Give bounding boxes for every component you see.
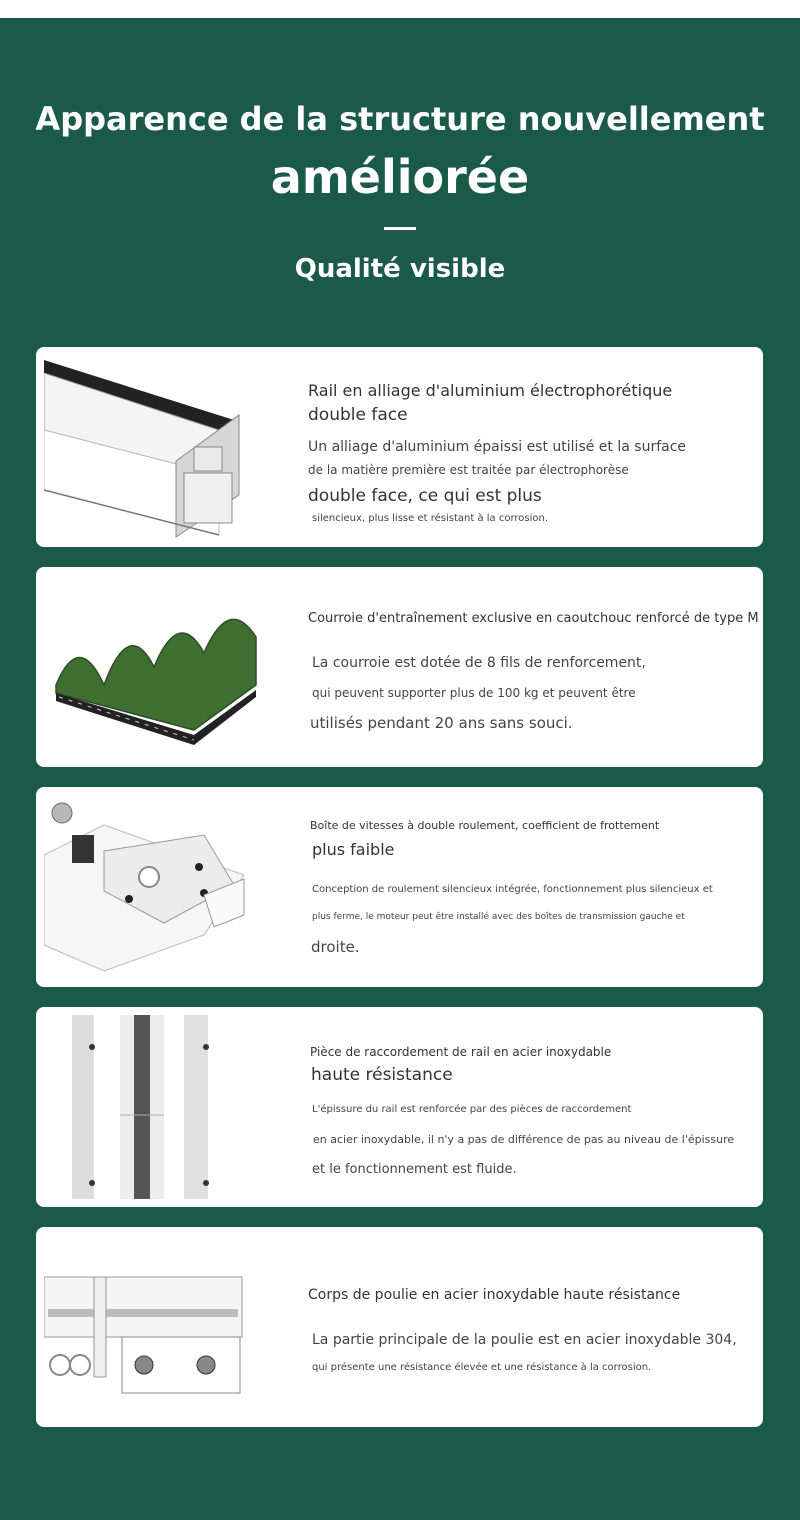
feature-desc: qui présente une résistance élevée et une résistance à la corrosion. [312,1362,652,1373]
feature-desc: plus ferme, le moteur peut être installé avec des boîtes de transmission gauche et [312,912,685,922]
feature-title: Corps de poulie en acier inoxydable haute résistance [308,1287,681,1303]
feature-desc: La partie principale de la poulie est en acier inoxydable 304, [312,1332,737,1348]
feature-desc: L'épissure du rail est renforcée par des pièces de raccordement [312,1104,632,1115]
pulley-body-icon [44,1235,264,1419]
gearbox-icon [44,795,264,979]
feature-card-rail [36,347,763,547]
feature-title: Courroie d'entraînement exclusive en caoutchouc renforcé de type M [308,611,759,626]
rail-connector-icon [44,1015,264,1199]
aluminium-rail-profile-icon [44,355,264,539]
feature-title: Rail en alliage d'aluminium électrophorétique [308,381,673,400]
page-subtitle: Qualité visible [294,254,506,284]
feature-title-cont: plus faible [312,840,395,859]
feature-desc: La courroie est dotée de 8 fils de renforcement, [312,655,646,671]
feature-desc: double face, ce qui est plus [308,486,542,506]
feature-card-connector [36,1007,763,1207]
feature-title: Pièce de raccordement de rail en acier inoxydable [310,1045,612,1059]
drive-belt-icon [44,575,264,759]
feature-card-belt [36,567,763,767]
feature-desc: Un alliage d'aluminium épaissi est utilisé et la surface [308,439,687,455]
page-title-line2: améliorée [270,150,530,204]
feature-desc: en acier inoxydable, il n'y a pas de différence de pas au niveau de l'épissure [313,1133,735,1146]
feature-title-cont: double face [308,405,408,425]
page-title-line1: Apparence de la structure nouvellement [35,100,765,138]
feature-desc: droite. [311,938,360,956]
feature-desc: et le fonctionnement est fluide. [312,1162,517,1177]
feature-title-cont: haute résistance [311,1065,453,1085]
feature-desc: Conception de roulement silencieux intégrée, fonctionnement plus silencieux et [312,884,713,895]
feature-title: Boîte de vitesses à double roulement, coefficient de frottement [310,819,660,832]
feature-desc: qui peuvent supporter plus de 100 kg et peuvent être [312,686,636,700]
feature-desc: utilisés pendant 20 ans sans souci. [310,714,573,732]
feature-desc: de la matière première est traitée par électrophorèse [308,463,629,477]
title-divider [384,227,416,230]
feature-card-pulley [36,1227,763,1427]
feature-desc: silencieux, plus lisse et résistant à la corrosion. [312,513,549,524]
feature-card-gearbox [36,787,763,987]
